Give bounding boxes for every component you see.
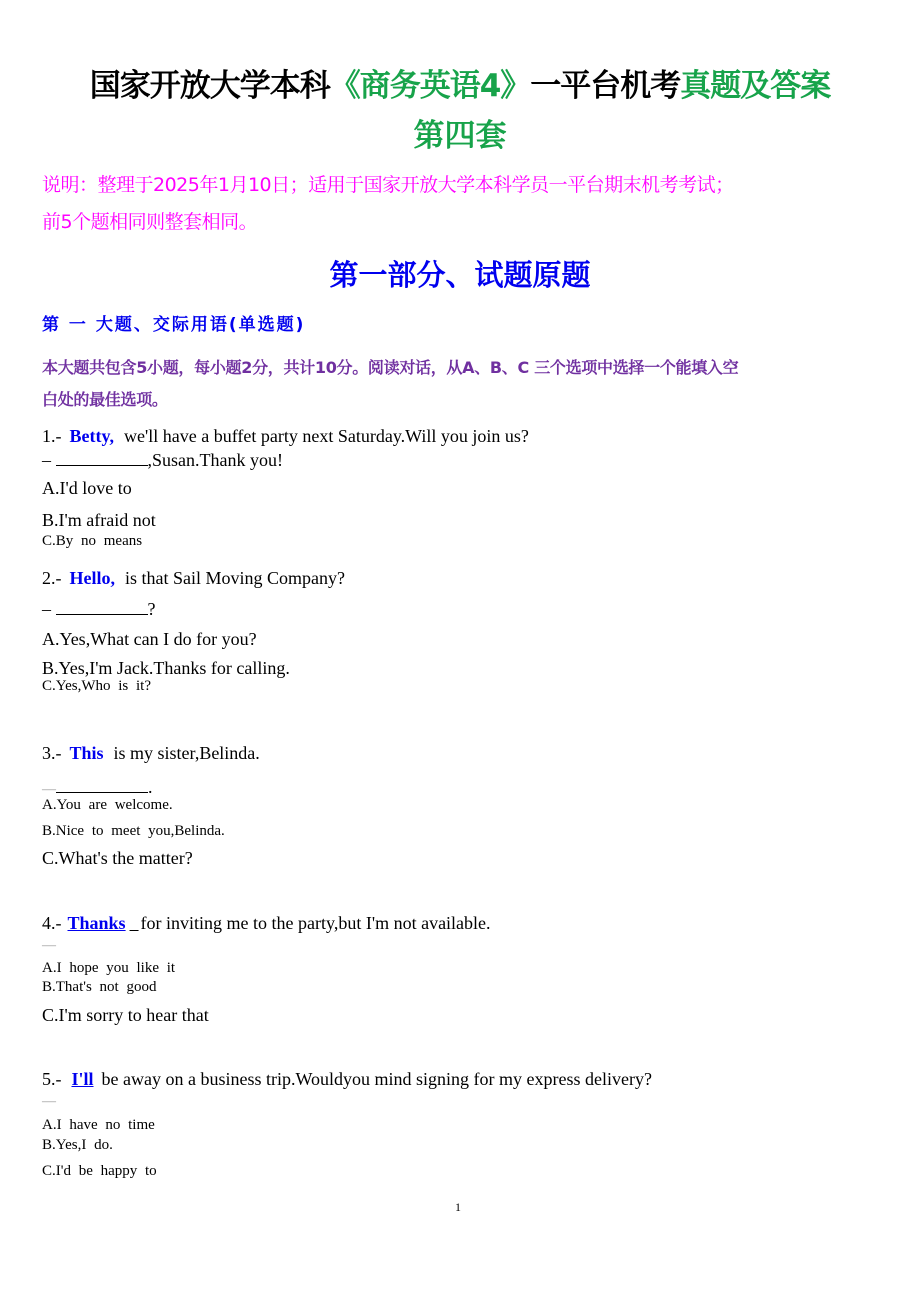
question-text: is that Sail Moving Company? [125, 568, 345, 588]
question-4 [42, 913, 491, 934]
question-3-reply [42, 776, 153, 798]
question-keyword: I'll [71, 1069, 94, 1089]
option-a: A.Yes,What can I do for you? [42, 629, 257, 649]
dash-mark: — [42, 782, 56, 797]
option-b: B.Yes,I do. [42, 1137, 113, 1153]
question-1-reply: – ,Susan.Thank you! [42, 450, 283, 470]
option-b: B.Nice to meet you,Belinda. [42, 823, 225, 839]
note-line-1: 说明：整理于2025年1月10日；适用于国家开放大学本科学员一平台期末机考考试； [42, 174, 734, 196]
question-number: 3.- [42, 743, 62, 763]
option-c: C.I'm sorry to hear that [42, 1005, 209, 1025]
title-highlight: 真题及答案 [680, 68, 831, 104]
question-3 [42, 743, 260, 764]
question-keyword: This [69, 743, 104, 763]
option-b: B.That's not good [42, 979, 157, 995]
document-subtitle: 第四套 [413, 118, 507, 154]
question-text: we'll have a buffet party next Saturday.Will you join us? [124, 426, 529, 446]
option-c: C.By no means [42, 533, 143, 549]
question-keyword: Thanks [67, 913, 126, 933]
option-c: C.Yes,Who is it? [42, 678, 151, 694]
question-number: 1.- [42, 426, 62, 446]
question-keyword: Betty, [69, 426, 114, 446]
question-1 [42, 426, 529, 447]
answer-blank [56, 449, 148, 466]
option-a: A.I have no time [42, 1117, 155, 1133]
option-a: A.You are welcome. [42, 797, 173, 813]
reply-text: ,Susan.Thank you! [147, 450, 283, 470]
title-course: 《商务英语4》 [329, 68, 531, 104]
dash-mark: — [42, 1094, 56, 1109]
option-a: A.I'd love to [42, 478, 132, 498]
note-line-2: 前5个题相同则整套相同。 [42, 211, 258, 233]
question-text: is my sister,Belinda. [113, 743, 260, 763]
question-number: 2.- [42, 568, 62, 588]
answer-blank [56, 776, 148, 793]
reply-text: . [148, 777, 153, 797]
option-a: A.I hope you like it [42, 960, 176, 976]
section-heading: 第 一 大题、交际用语(单选题) [42, 315, 306, 335]
question-2 [42, 568, 345, 589]
answer-blank [56, 598, 148, 615]
option-b: B.Yes,I'm Jack.Thanks for calling. [42, 658, 290, 678]
question-2-reply: – ? [42, 599, 156, 619]
question-keyword: Hello, [69, 568, 115, 588]
question-number: 4.- [42, 913, 62, 933]
document-title [0, 60, 920, 105]
question-5 [42, 1069, 652, 1090]
option-c: C.What's the matter? [42, 848, 193, 868]
question-text: be away on a business trip.Wouldyou mind signing for my express delivery? [101, 1069, 652, 1089]
section-desc-1: 本大题共包含5小题，每小题2分，共计10分。阅读对话，从A、B、C 三个选项中选择一个能填入空 [42, 358, 739, 377]
title-text-2: 一平台机考 [530, 68, 681, 104]
dash-mark: — [42, 938, 56, 953]
question-number: 5.- [42, 1069, 62, 1089]
section-desc-2: 白处的最佳选项。 [42, 390, 168, 409]
option-c: C.I'd be happy to [42, 1163, 157, 1179]
part-heading: 第一部分、试题原题 [329, 258, 591, 292]
reply-text: ? [147, 599, 156, 619]
option-b: B.I'm afraid not [42, 510, 156, 530]
page-number: 1 [455, 1200, 461, 1214]
title-text: 国家开放大学本科 [89, 68, 330, 104]
question-text: for inviting me to the party,but I'm not available. [140, 913, 491, 933]
